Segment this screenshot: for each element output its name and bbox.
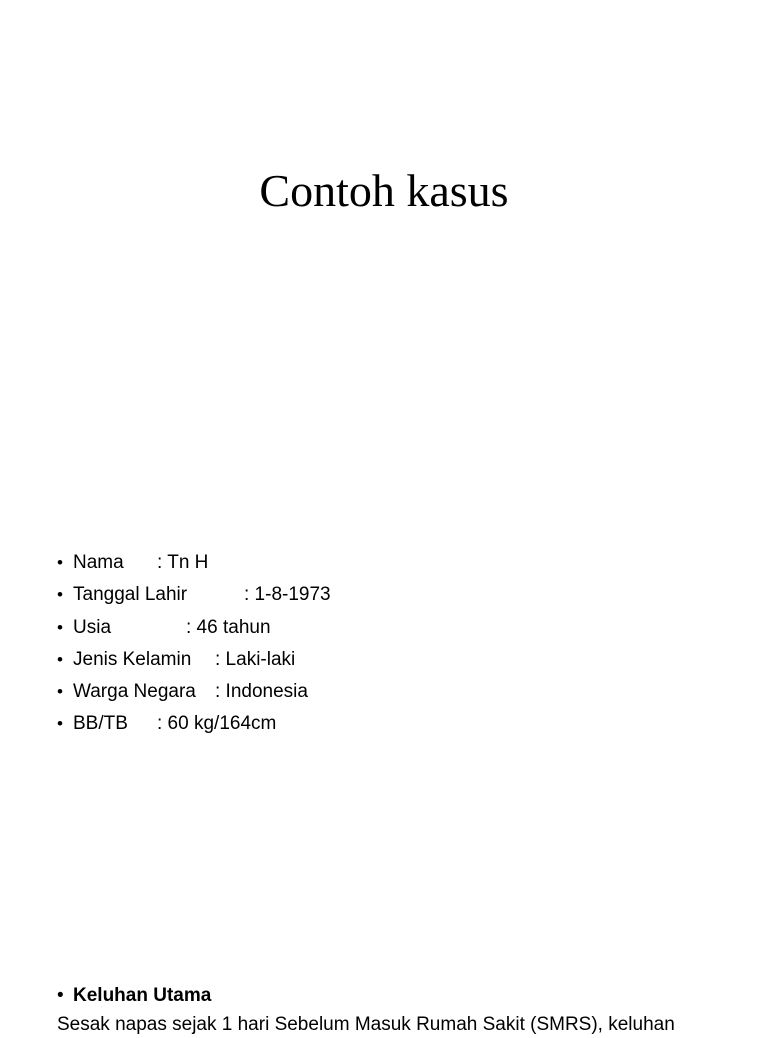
list-item-label: Tanggal Lahir — [73, 584, 188, 606]
keluhan-text: Sesak napas sejak 1 hari Sebelum Masuk Rumah Sakit (SMRS), keluhan — [57, 1014, 675, 1035]
bullet-icon: • — [57, 682, 63, 702]
list-item-label: Jenis Kelamin — [73, 648, 192, 670]
list-item-value: : Laki-laki — [215, 648, 296, 670]
bullet-icon: • — [57, 985, 64, 1006]
bullet-icon: • — [57, 649, 63, 669]
list-item-label: Usia — [73, 616, 112, 638]
keluhan-heading — [57, 981, 212, 1011]
list-item-label: Warga Negara — [73, 681, 196, 703]
bullet-icon: • — [57, 617, 63, 637]
list-item-value: : Indonesia — [215, 681, 308, 703]
list-item-value: : 1-8-1973 — [244, 584, 331, 606]
list-item-label: BB/TB — [73, 713, 128, 735]
keluhan-label: Keluhan Utama — [73, 985, 212, 1006]
slide-title: Contoh kasus — [259, 165, 509, 216]
list-item-label: Nama — [73, 552, 124, 573]
bullet-icon: • — [57, 585, 63, 605]
list-item-value: : Tn H — [157, 552, 209, 573]
bullet-icon: • — [57, 553, 63, 572]
list-item-value: : 46 tahun — [186, 616, 271, 638]
bullet-icon: • — [57, 714, 63, 734]
list-item-value: : 60 kg/164cm — [157, 713, 277, 735]
